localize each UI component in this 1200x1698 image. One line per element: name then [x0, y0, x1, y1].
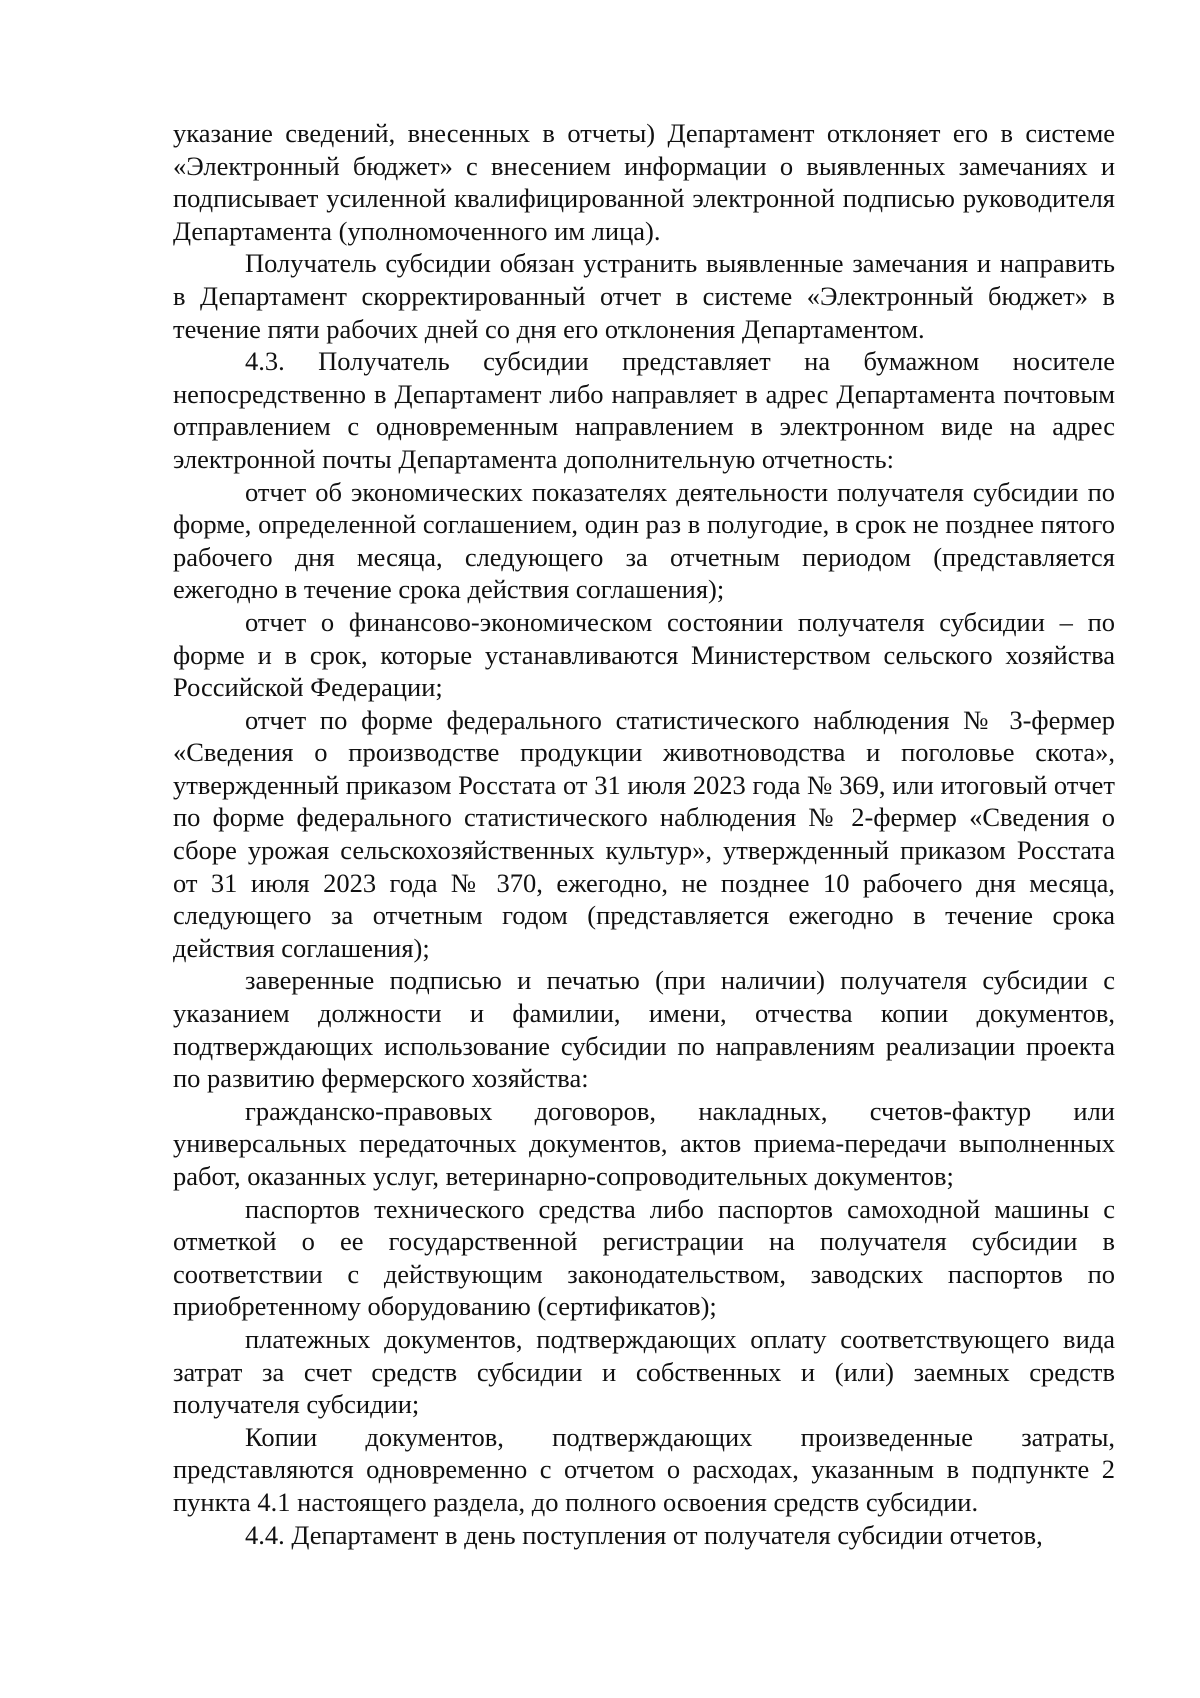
paragraph-statistical-report: отчет по форме федерального статистического наблюдения № 3-фермер «Сведения о производстве продукции животноводства и поголовье скота», утвержденный приказом Росстата от 31 июля 2023 года № 369, или итоговый отчет по форме федерального статистического наблюдения № 2-фермер «Сведения о сборе урожая сельскохозяйственных культур», утвержденный приказом Росстата от 31 июля 2023 года № 370, ежегодно, не позднее 10 рабочего дня месяца, следующего за отчетным годом (представляется ежегодно в течение срока действия соглашения);	[173, 704, 1115, 963]
paragraph-economic-report: отчет об экономических показателях деятельности получателя субсидии по форме, определенной соглашением, один раз в полугодие, в срок не позднее пятого рабочего дня месяца, следующего за отчетным периодом (представляется ежегодно в течение срока действия соглашения);	[173, 476, 1115, 605]
paragraph-certified-copies: заверенные подписью и печатью (при наличии) получателя субсидии с указанием должности и фамилии, имени, отчества копии документов, подтверждающих использование субсидии по направлениям реализации проекта по развитию фермерского хозяйства:	[173, 965, 1115, 1094]
paragraph-4-3: 4.3. Получатель субсидии представляет на бумажном носителе непосредственно в Департамент либо направляет в адрес Департамента почтовым отправлением с одновременным направлением в электронном виде на адрес электронной почты Департамента дополнительную отчетность:	[173, 346, 1115, 474]
paragraph-copies-submission: Копии документов, подтверждающих произведенные затраты, представляются одновременно с отчетом о расходах, указанным в подпункте 2 пункта 4.1 настоящего раздела, до полного освоения средств субсидии.	[173, 1421, 1115, 1517]
paragraph-contracts: гражданско-правовых договоров, накладных, счетов-фактур или универсальных передаточных документов, актов приема-передачи выполненных работ, оказанных услуг, ветеринарно-сопроводительных документов;	[173, 1095, 1115, 1191]
document-text	[173, 117, 1115, 1551]
paragraph-passports: паспортов технического средства либо паспортов самоходной машины с отметкой о ее государственной регистрации на получателя субсидии в соответствии с действующим законодательством, заводских паспортов по приобретенному оборудованию (сертификатов);	[173, 1193, 1115, 1322]
paragraph-4-4: 4.4. Департамент в день поступления от получателя субсидии отчетов,	[245, 1519, 1043, 1550]
paragraph-continuation: указание сведений, внесенных в отчеты) Департамент отклоняет его в системе «Электронный бюджет» с внесением информации о выявленных замечаниях и подписывает усиленной квалифицированной электронной подписью руководителя Департамента (уполномоченного им лица).	[173, 118, 1115, 246]
paragraph-correction-obligation: Получатель субсидии обязан устранить выявленные замечания и направить в Департамент скорректированный отчет в системе «Электронный бюджет» в течение пяти рабочих дней со дня его отклонения Департаментом.	[173, 248, 1115, 344]
paragraph-payment-documents: платежных документов, подтверждающих оплату соответствующего вида затрат за счет средств субсидии и собственных и (или) заемных средств получателя субсидии;	[173, 1323, 1115, 1420]
paragraph-financial-report: отчет о финансово-экономическом состоянии получателя субсидии – по форме и в срок, которые устанавливаются Министерством сельского хозяйства Российской Федерации;	[173, 606, 1115, 703]
